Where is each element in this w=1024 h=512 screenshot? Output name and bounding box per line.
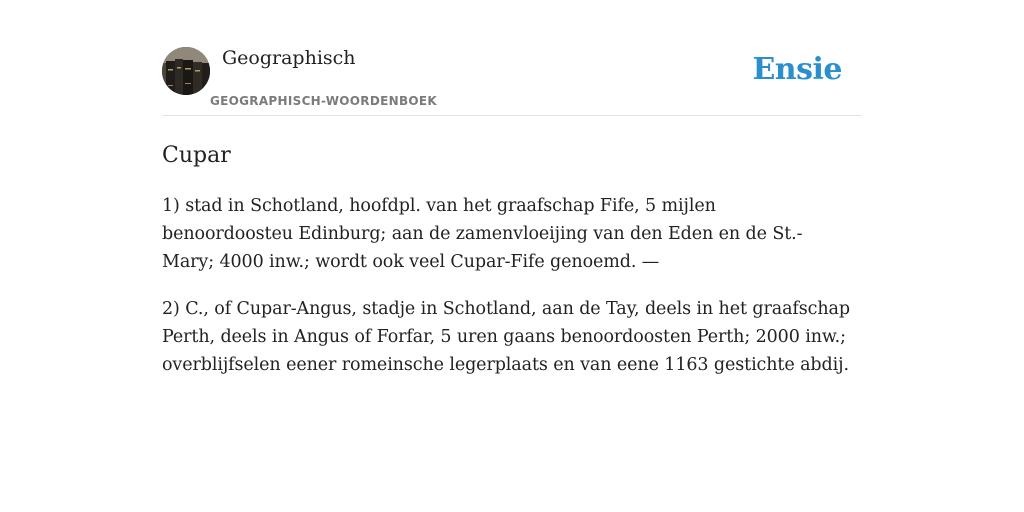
entry-paragraph-1: 1) stad in Schotland, hoofdpl. van het graafschap Fife, 5 mijlen benoordoosteu Edinburg; aan de zamenvloeijing van den Eden en de St.-Mary; 4000 inw.; wordt ook veel Cupar-Fife genoemd. — xyxy=(162,196,803,272)
ensie-logo[interactable]: Ensie xyxy=(752,52,842,87)
entry-paragraph-2: 2) C., of Cupar-Angus, stadje in Schotland, aan de Tay, deels in het graafschap Perth, deels in Angus of Forfar, 5 uren gaans benoordoosten Perth; 2000 inw.; overblijfselen eener romeinsche legerplaats en van eene 1163 gestichte abdij. xyxy=(162,299,850,375)
source-name[interactable]: Geographisch xyxy=(222,47,356,69)
entry-content xyxy=(162,142,862,379)
source-subtitle[interactable]: GEOGRAPHISCH-WOORDENBOEK xyxy=(210,94,437,108)
entry-title: Cupar xyxy=(162,143,231,168)
page xyxy=(162,0,862,379)
book-spines-avatar-icon[interactable] xyxy=(162,47,210,95)
source-header xyxy=(162,46,862,116)
